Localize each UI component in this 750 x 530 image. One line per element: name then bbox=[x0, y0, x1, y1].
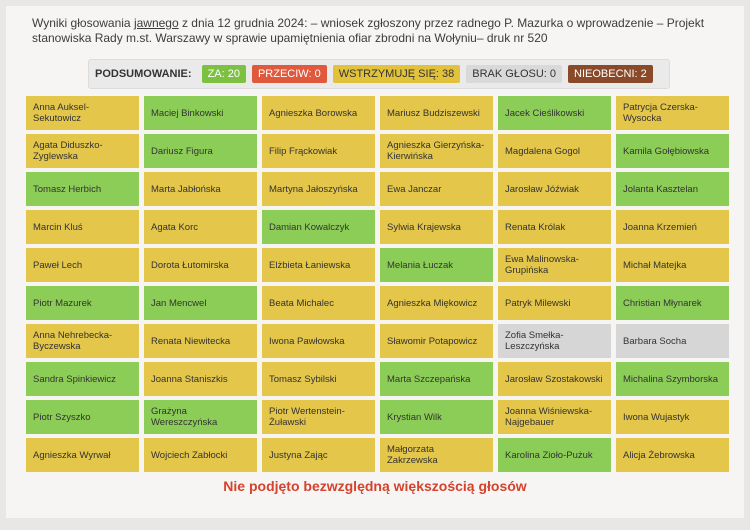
member-cell: Marta Szczepańska bbox=[380, 362, 493, 396]
member-cell: Joanna Staniszkis bbox=[144, 362, 257, 396]
member-cell: Małgorzata Zakrzewska bbox=[380, 438, 493, 472]
member-cell: Agnieszka Borowska bbox=[262, 96, 375, 130]
title-part1: Wyniki głosowania bbox=[32, 16, 134, 30]
member-cell: Maciej Binkowski bbox=[144, 96, 257, 130]
member-cell: Iwona Pawłowska bbox=[262, 324, 375, 358]
member-cell: Patrycja Czerska-Wysocka bbox=[616, 96, 729, 130]
member-cell: Damian Kowalczyk bbox=[262, 210, 375, 244]
member-cell: Paweł Lech bbox=[26, 248, 139, 282]
member-cell: Zofia Smełka-Leszczyńska bbox=[498, 324, 611, 358]
member-cell: Filip Frąckowiak bbox=[262, 134, 375, 168]
member-cell: Jarosław Jóźwiak bbox=[498, 172, 611, 206]
member-cell: Krystian Wilk bbox=[380, 400, 493, 434]
member-cell: Mariusz Budziszewski bbox=[380, 96, 493, 130]
member-cell: Marcin Kluś bbox=[26, 210, 139, 244]
member-cell: Wojciech Zabłocki bbox=[144, 438, 257, 472]
member-cell: Agata Diduszko-Zyglewska bbox=[26, 134, 139, 168]
member-cell: Agnieszka Miękowicz bbox=[380, 286, 493, 320]
member-cell: Jolanta Kasztelan bbox=[616, 172, 729, 206]
member-cell: Melania Łuczak bbox=[380, 248, 493, 282]
member-cell: Piotr Mazurek bbox=[26, 286, 139, 320]
member-cell: Alicja Żebrowska bbox=[616, 438, 729, 472]
member-cell: Jacek Cieślikowski bbox=[498, 96, 611, 130]
member-cell: Ewa Malinowska-Grupińska bbox=[498, 248, 611, 282]
brak-glosu-badge: BRAK GŁOSU: 0 bbox=[466, 65, 562, 83]
vote-results-slide bbox=[6, 6, 744, 518]
member-cell: Tomasz Herbich bbox=[26, 172, 139, 206]
member-cell: Anna Auksel-Sekutowicz bbox=[26, 96, 139, 130]
member-cell: Michał Matejka bbox=[616, 248, 729, 282]
member-cell: Renata Niewitecka bbox=[144, 324, 257, 358]
member-cell: Dorota Łutomirska bbox=[144, 248, 257, 282]
wstrzymuje-badge: WSTRZYMUJĘ SIĘ: 38 bbox=[333, 65, 461, 83]
za-badge: ZA: 20 bbox=[202, 65, 246, 83]
result-text: Nie podjęto bezwzględną większością głosów bbox=[223, 478, 527, 494]
page-title bbox=[32, 16, 722, 46]
member-cell: Elżbieta Łaniewska bbox=[262, 248, 375, 282]
member-cell: Piotr Wertenstein-Żuławski bbox=[262, 400, 375, 434]
member-cell: Anna Nehrebecka-Byczewska bbox=[26, 324, 139, 358]
nieobecni-badge: NIEOBECNI: 2 bbox=[568, 65, 653, 83]
member-cell: Joanna Wiśniewska-Najgebauer bbox=[498, 400, 611, 434]
member-cell: Jan Mencwel bbox=[144, 286, 257, 320]
member-cell: Iwona Wujastyk bbox=[616, 400, 729, 434]
member-cell: Tomasz Sybilski bbox=[262, 362, 375, 396]
member-cell: Christian Młynarek bbox=[616, 286, 729, 320]
member-cell: Kamila Gołębiowska bbox=[616, 134, 729, 168]
member-cell: Agata Korc bbox=[144, 210, 257, 244]
member-cell: Martyna Jałoszyńska bbox=[262, 172, 375, 206]
member-cell: Agnieszka Wyrwał bbox=[26, 438, 139, 472]
member-cell: Magdalena Gogol bbox=[498, 134, 611, 168]
member-cell: Justyna Zając bbox=[262, 438, 375, 472]
member-cell: Sylwia Krajewska bbox=[380, 210, 493, 244]
member-cell: Joanna Krzemień bbox=[616, 210, 729, 244]
member-cell: Karolina Zioło-Pużuk bbox=[498, 438, 611, 472]
member-cell: Ewa Janczar bbox=[380, 172, 493, 206]
summary-bar bbox=[88, 59, 670, 89]
title-underlined: jawnego bbox=[133, 16, 179, 30]
member-cell: Jarosław Szostakowski bbox=[498, 362, 611, 396]
title-part2: z dnia 12 grudnia 2024: – wniosek zgłoszony przez radnego P. Mazurka o wprowadzenie – Projekt stanowiska Rady m.st. Warszawy w sprawie upamiętnienia ofiar zbrodni na Wołyniu– druk nr 520 bbox=[32, 16, 705, 45]
member-cell: Grażyna Wereszczyńska bbox=[144, 400, 257, 434]
members-grid bbox=[26, 96, 738, 472]
member-cell: Sandra Spinkiewicz bbox=[26, 362, 139, 396]
member-cell: Beata Michalec bbox=[262, 286, 375, 320]
przeciw-badge: PRZECIW: 0 bbox=[252, 65, 327, 83]
member-cell: Patryk Milewski bbox=[498, 286, 611, 320]
summary-label: PODSUMOWANIE: bbox=[95, 68, 192, 80]
member-cell: Renata Królak bbox=[498, 210, 611, 244]
member-cell: Sławomir Potapowicz bbox=[380, 324, 493, 358]
member-cell: Marta Jabłońska bbox=[144, 172, 257, 206]
member-cell: Agnieszka Gierzyńska-Kierwińska bbox=[380, 134, 493, 168]
member-cell: Piotr Szyszko bbox=[26, 400, 139, 434]
member-cell: Barbara Socha bbox=[616, 324, 729, 358]
member-cell: Dariusz Figura bbox=[144, 134, 257, 168]
member-cell: Michalina Szymborska bbox=[616, 362, 729, 396]
